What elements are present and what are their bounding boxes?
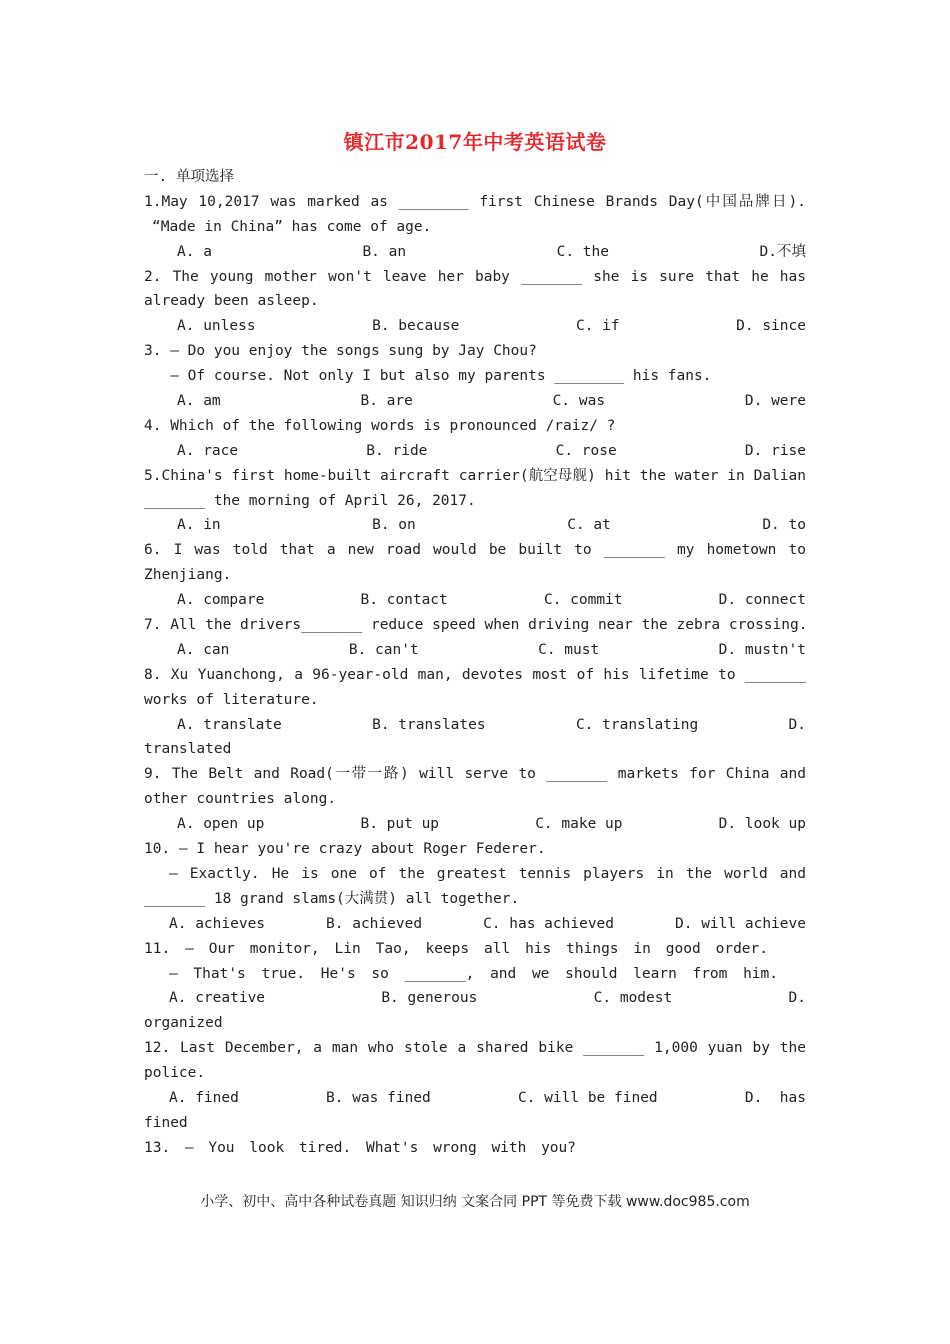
option-c: C. must <box>538 641 600 658</box>
question-line: 10. — I hear you're crazy about Roger Federer. <box>144 841 546 858</box>
option-a: A. fined <box>169 1089 239 1106</box>
option-b: B. put up <box>360 816 440 833</box>
question-line: _______ 18 grand slams(大满贯) all together. <box>144 890 520 907</box>
option-c: C. will be fined <box>517 1089 658 1106</box>
option-row <box>144 986 806 1011</box>
option-row <box>144 812 806 837</box>
exam-body <box>144 165 806 1161</box>
question-line: other countries along. <box>144 791 337 808</box>
option-row <box>144 912 806 937</box>
question-line: 1.May 10,2017 was marked as ________ first Chinese Brands Day(中国品牌日). <box>144 193 806 210</box>
option-row <box>144 713 806 738</box>
question-line: 3. — Do you enjoy the songs sung by Jay Chou? <box>144 343 537 360</box>
question-line: 13. — You look tired. What's wrong with you? <box>144 1139 576 1156</box>
question-line: already been asleep. <box>144 293 319 310</box>
option-c: C. translating <box>575 716 699 733</box>
option-c: C. was <box>552 393 606 410</box>
option-a: A. in <box>177 517 221 534</box>
question-line: 9. The Belt and Road(一带一路) will serve to _______ markets for China and <box>144 766 806 783</box>
option-a: A. am <box>177 393 221 410</box>
option-a: A. can <box>177 641 230 658</box>
option-c: C. rose <box>555 442 617 459</box>
option-row <box>144 588 806 613</box>
question-line: _______ the morning of April 26, 2017. <box>144 492 476 509</box>
option-c: C. the <box>556 243 609 260</box>
option-c: C. if <box>575 318 620 335</box>
question-line: 7. All the drivers_______ reduce speed when driving near the zebra crossing. <box>144 617 808 634</box>
option-d: D. mustn't <box>718 641 806 658</box>
option-d: D. to <box>762 517 806 534</box>
option-b: B. generous <box>381 990 478 1007</box>
question-line: — Exactly. He is one of the greatest tennis players in the world and <box>169 865 806 882</box>
footer-text: 小学、初中、高中各种试卷真题 知识归纳 文案合同 PPT 等免费下载 www.doc985.com <box>200 1194 750 1210</box>
question-line: 8. Xu Yuanchong, a 96-year-old man, devotes most of his lifetime to _______ <box>144 666 806 683</box>
question-line: 6. I was told that a new road would be built to _______ my hometown to <box>144 542 806 559</box>
option-a: A. a <box>177 243 212 260</box>
option-row <box>144 240 806 265</box>
question-line: organized <box>144 1015 223 1032</box>
option-d: D. <box>788 716 806 733</box>
option-a: A. open up <box>177 816 265 833</box>
option-b: B. ride <box>366 442 428 459</box>
option-c: C. commit <box>543 592 623 609</box>
option-row <box>144 513 806 538</box>
option-a: A. achieves <box>169 915 266 932</box>
option-b: B. achieved <box>326 915 423 932</box>
option-d: D. connect <box>718 592 806 609</box>
option-row <box>144 638 806 663</box>
question-line: police. <box>144 1065 206 1082</box>
question-line: works of literature. <box>144 691 319 708</box>
question-line: 11. — Our monitor, Lin Tao, keeps all his things in good order. <box>144 940 768 957</box>
option-d: D. <box>788 990 806 1007</box>
question-line: translated <box>144 741 232 758</box>
option-a: A. compare <box>177 592 265 609</box>
option-row <box>144 1086 806 1111</box>
option-row <box>144 439 806 464</box>
option-b: B. are <box>360 393 413 410</box>
option-row <box>144 389 806 414</box>
option-d: D. look up <box>718 816 806 833</box>
option-b: B. contact <box>360 592 448 609</box>
option-d: D. since <box>736 318 806 335</box>
option-b: B. can't <box>348 641 419 658</box>
option-b: B. translates <box>372 716 486 733</box>
question-line: “Made in China” has come of age. <box>152 218 432 235</box>
option-a: A. creative <box>169 990 266 1007</box>
option-c: C. at <box>567 517 611 534</box>
option-a: A. translate <box>177 716 282 733</box>
option-d: D. were <box>744 393 806 410</box>
option-d: D. will achieve <box>675 915 806 932</box>
option-c: C. has achieved <box>483 915 615 932</box>
question-list <box>144 190 806 1161</box>
question-line: Zhenjiang. <box>144 567 232 584</box>
question-line: fined <box>144 1114 188 1131</box>
option-b: B. an <box>362 243 407 260</box>
option-b: B. on <box>372 517 416 534</box>
option-d: D. has <box>744 1089 806 1106</box>
option-b: B. because <box>372 318 460 335</box>
question-line: 5.China's first home-built aircraft carrier(航空母舰) hit the water in Dalian <box>144 467 806 484</box>
question-line: — Of course. Not only I but also my parents ________ his fans. <box>144 368 712 385</box>
option-row <box>144 314 806 339</box>
question-line: — That's true. He's so _______, and we should learn from him. <box>169 965 778 982</box>
option-c: C. modest <box>593 990 673 1007</box>
option-b: B. was fined <box>326 1089 431 1106</box>
option-d: D. rise <box>744 442 806 459</box>
option-c: C. make up <box>535 816 623 833</box>
question-line: 4. Which of the following words is pronounced /raiz/ ? <box>144 417 616 434</box>
section-heading: 一. 单项选择 <box>144 169 234 185</box>
page-title: 镇江市2017年中考英语试卷 <box>343 130 607 154</box>
option-d: D.不填 <box>759 243 806 260</box>
option-a: A. race <box>177 442 239 459</box>
question-line: 2. The young mother won't leave her baby _______ she is sure that he has <box>144 268 806 285</box>
option-a: A. unless <box>177 318 256 335</box>
question-line: 12. Last December, a man who stole a shared bike _______ 1,000 yuan by the <box>144 1040 806 1057</box>
